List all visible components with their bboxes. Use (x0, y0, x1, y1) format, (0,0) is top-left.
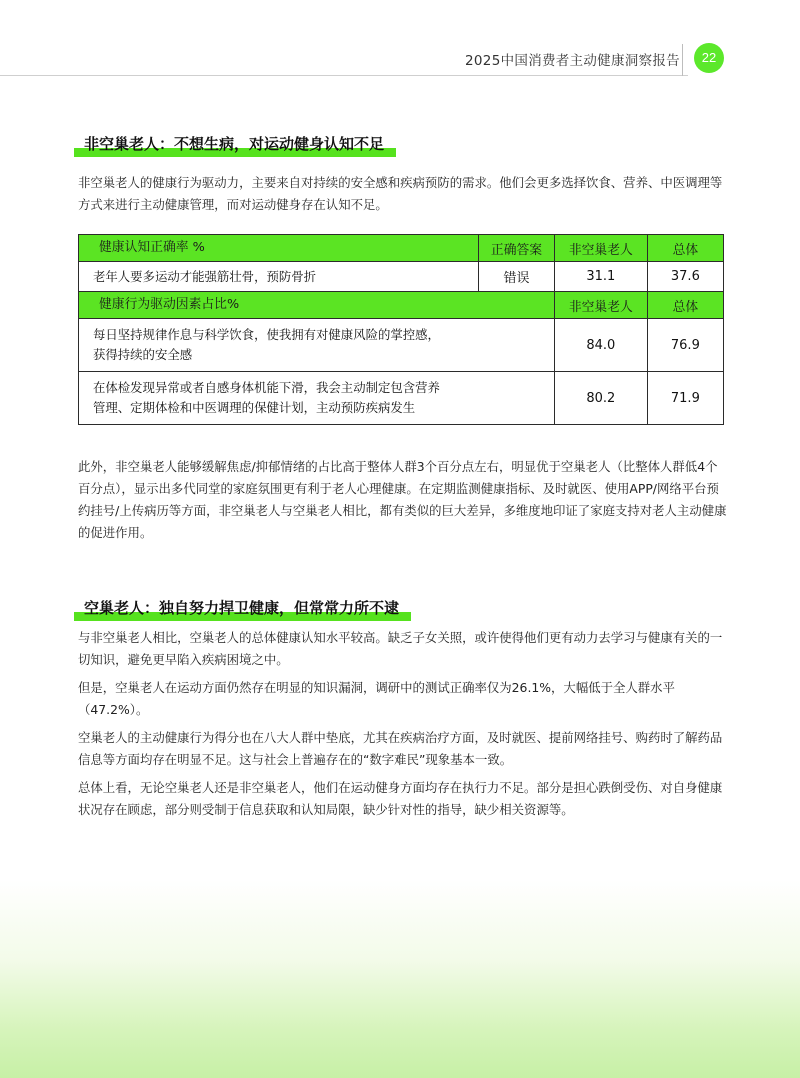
health-data-table (78, 234, 724, 425)
table-header-row (79, 235, 724, 262)
row-group-value: 84.0 (554, 319, 647, 372)
page-header (0, 42, 800, 76)
header-divider (682, 44, 683, 76)
table-row (79, 372, 724, 425)
row-total-value: 76.9 (647, 319, 723, 372)
paragraph: 与非空巢老人相比，空巢老人的总体健康认知水平较高。缺乏子女关照，或许使得他们更有动力去学习与健康有关的一切知识，避免更早陷入疾病困境之中。 (78, 630, 723, 667)
header-cognition-label: 健康认知正确率 % (79, 235, 479, 262)
header-drivers-label: 健康行为驱动因素占比% (79, 292, 555, 319)
header-total: 总体 (647, 292, 723, 319)
row-answer: 错误 (479, 262, 555, 292)
header-total: 总体 (647, 235, 723, 262)
header-group: 非空巢老人 (554, 292, 647, 319)
paragraph: 但是，空巢老人在运动方面仍然存在明显的知识漏洞，调研中的测试正确率仅为26.1%，大幅低于全人群水平（47.2%）。 (78, 680, 675, 717)
table-header-row (79, 292, 724, 319)
row-label: 老年人要多运动才能强筋壮骨，预防骨折 (79, 262, 479, 292)
row-label-line: 获得持续的安全感 (93, 347, 193, 362)
row-label (79, 372, 555, 425)
row-label-line: 在体检发现异常或者自感身体机能下滑，我会主动制定包含营养 (93, 380, 440, 395)
paragraph: 总体上看，无论空巢老人还是非空巢老人，他们在运动健身方面均存在执行力不足。部分是担心跌倒受伤、对自身健康状况存在顾虑，部分则受制于信息获取和认知局限，缺少针对性的指导，缺少相关资源等。 (78, 780, 723, 817)
section-title-non-empty-nest: 非空巢老人：不想生病，对运动健身认知不足 (84, 133, 384, 154)
row-total-value: 37.6 (647, 262, 723, 292)
table-row (79, 262, 724, 292)
section1-intro: 非空巢老人的健康行为驱动力，主要来自对持续的安全感和疾病预防的需求。他们会更多选择饮食、营养、中医调理等方式来进行主动健康管理，而对运动健身存在认知不足。 (78, 175, 723, 212)
paragraph-family-support: 此外，非空巢老人能够缓解焦虑/抑郁情绪的占比高于整体人群3个百分点左右，明显优于空巢老人（比整体人群低4个百分点），显示出多代同堂的家庭氛围更有利于老人心理健康。在定期监测健康指标、及时就医、使用APP/网络平台预约挂号/上传病历等方面，非空巢老人与空巢老人相比，都有类似的巨大差异，多维度地印证了家庭支持对老人主动健康的促进作用。 (78, 459, 727, 540)
table-row (79, 319, 724, 372)
row-label (79, 319, 555, 372)
report-title: 2025中国消费者主动健康洞察报告 (465, 53, 680, 69)
section-title-empty-nest: 空巢老人：独自努力捍卫健康，但常常力所不逮 (84, 597, 399, 618)
row-total-value: 71.9 (647, 372, 723, 425)
page-number-badge: 22 (694, 43, 724, 73)
header-group: 非空巢老人 (554, 235, 647, 262)
header-rule (0, 75, 688, 76)
header-correct-answer: 正确答案 (479, 235, 555, 262)
row-label-line: 每日坚持规律作息与科学饮食，使我拥有对健康风险的掌控感， (93, 327, 440, 342)
row-label-line: 管理、定期体检和中医调理的保健计划，主动预防疾病发生 (93, 400, 416, 415)
row-group-value: 80.2 (554, 372, 647, 425)
paragraph: 空巢老人的主动健康行为得分也在八大人群中垫底，尤其在疾病治疗方面，及时就医、提前网络挂号、购药时了解药品信息等方面均存在明显不足。这与社会上普遍存在的“数字难民”现象基本一致。 (78, 730, 723, 767)
row-group-value: 31.1 (554, 262, 647, 292)
